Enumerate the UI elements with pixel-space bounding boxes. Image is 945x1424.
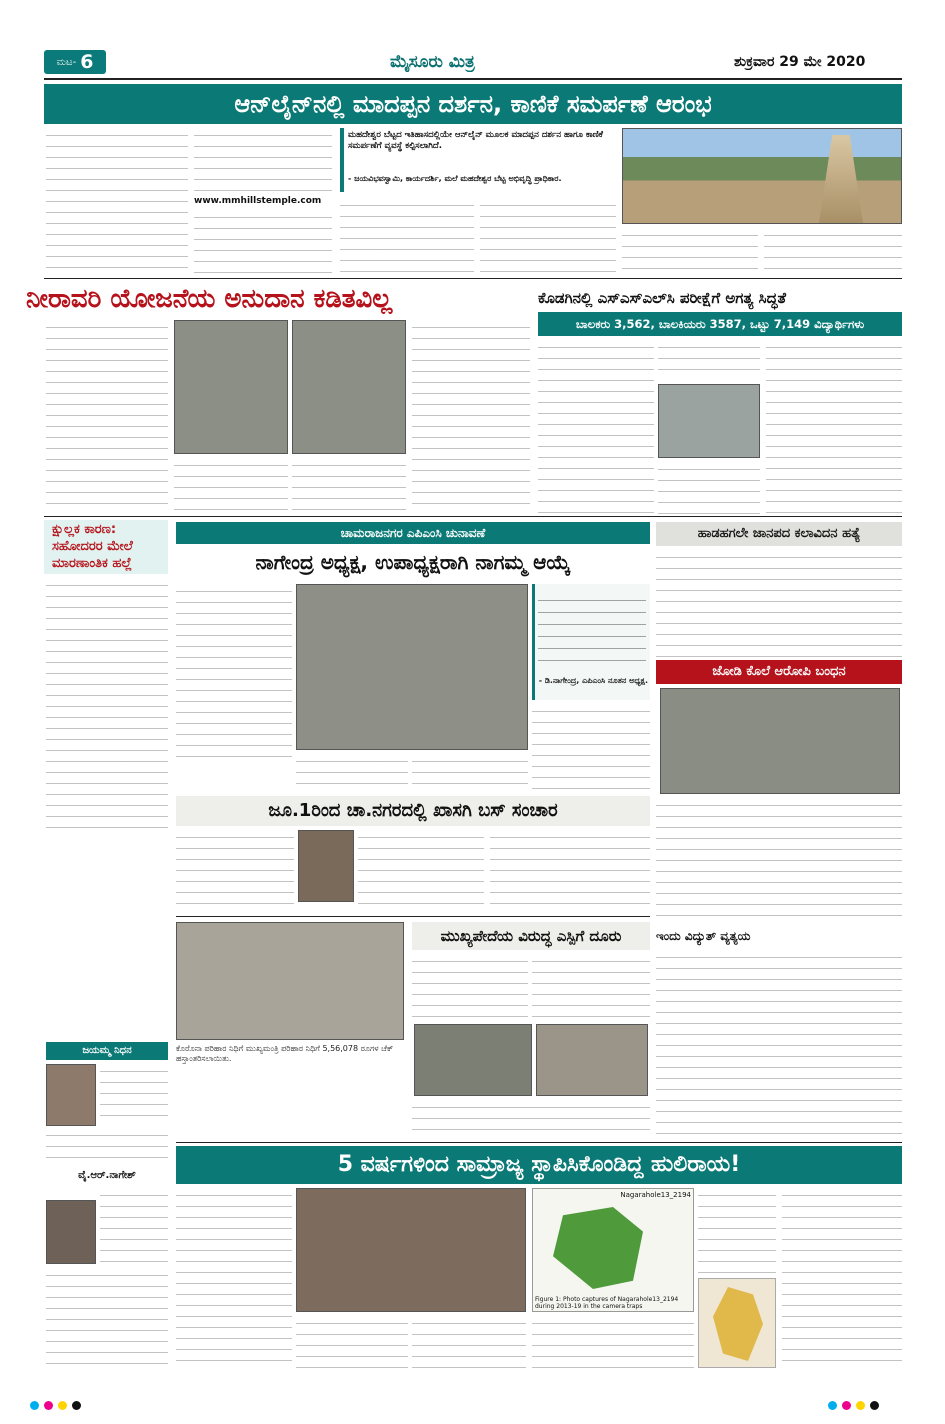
nagesh-body-b xyxy=(46,1268,168,1368)
tiger-body-col6 xyxy=(782,1188,902,1368)
cheque-caption: ಕೊರೊನಾ ಪರಿಹಾರ ನಿಧಿಗೆ ಮುಖ್ಯಮಂತ್ರಿ ಪರಿಹಾರ ನಿಧಿಗೆ 5,56,078 ರೂಗಳ ಚೆಕ್ ಹಸ್ತಾಂತರಿಸಲಾಯಿತು. xyxy=(176,1044,394,1063)
apmc-body-col3 xyxy=(412,754,528,792)
jodi-body xyxy=(656,798,902,922)
tiger-rule xyxy=(176,1142,902,1143)
tiger-body-col2 xyxy=(296,1316,408,1368)
apmc-quote-by: - ಡಿ.ನಾಗೇಂದ್ರ, ಎಪಿಎಂಸಿ ನೂತನ ಅಧ್ಯಕ್ಷ. xyxy=(538,676,648,685)
map-region-icon xyxy=(553,1207,653,1289)
tiger-body-col4 xyxy=(532,1316,694,1368)
hadagali-headline: ಹಾಡಹಗಲೇ ಜಾನಪದ ಕಲಾವಿದನ ಹತ್ಯೆ xyxy=(656,522,902,546)
nagesh-body xyxy=(100,1188,168,1268)
mukhyapedhe-headline: ಮುಖ್ಯಪೇದೆಯ ವಿರುದ್ಧ ಎಸ್ಪಿಗೆ ದೂರು xyxy=(412,922,650,950)
tiger-photo xyxy=(296,1188,526,1312)
apmc-headline: ನಾಗೇಂದ್ರ ಅಧ್ಯಕ್ಷ, ಉಪಾಧ್ಯಕ್ಷರಾಗಿ ನಾಗಮ್ಮ ಆಯ್ಕೆ xyxy=(255,550,571,574)
kulla-body xyxy=(46,578,168,828)
nagesh-kicker: ವೈ.ಆರ್.ನಾಗೇಶ್ xyxy=(78,1170,136,1181)
power-kicker: ಇಂದು ವಿದ್ಯುತ್ ವ್ಯತ್ಯಯ xyxy=(656,929,751,943)
lead-website: www.mmhillstemple.com xyxy=(194,196,322,206)
lead-headline: ಆನ್‌ಲೈನ್‌ನಲ್ಲಿ ಮಾದಪ್ಪನ ದರ್ಶನ, ಕಾಣಿಕೆ ಸಮರ್ಪಣೆ ಆರಂಭ xyxy=(44,84,902,124)
lead-body-col2b xyxy=(194,210,332,274)
lead-quote-box xyxy=(340,128,618,192)
sslc-body-col3 xyxy=(766,340,902,514)
bus-body-col3 xyxy=(490,830,650,912)
temple-tower-icon xyxy=(819,135,863,223)
mukhyapedhe-photo-1 xyxy=(414,1024,532,1096)
lead-quote-by: - ಜಯವಿಭವಸ್ವಾಮಿ, ಕಾರ್ಯದರ್ಶಿ, ಮಲೆ ಮಹದೇಶ್ವರ ಬೆಟ್ಟ ಅಭಿವೃದ್ಧಿ ಪ್ರಾಧಿಕಾರ. xyxy=(348,174,562,183)
mukhyapedhe-body-col2 xyxy=(532,954,650,1020)
neeravari-body-col4 xyxy=(412,320,530,514)
tiger-map xyxy=(532,1188,694,1312)
bus-headline: ಜೂ.1ರಿಂದ ಚಾ.ನಗರದಲ್ಲಿ ಖಾಸಗಿ ಬಸ್ ಸಂಚಾರ xyxy=(176,796,650,826)
tiger-body-col5 xyxy=(698,1188,776,1274)
jayamma-body xyxy=(100,1064,168,1126)
sslc-body-col2b xyxy=(658,462,760,514)
jayamma-photo xyxy=(46,1064,96,1126)
neeravari-headline: ನೀರಾವರಿ ಯೋಜನೆಯ ಅನುದಾನ ಕಡಿತವಿಲ್ಲ xyxy=(26,284,393,314)
neeravari-photo-2 xyxy=(292,320,406,454)
yellow-dot xyxy=(856,1401,865,1410)
lead-body-col6 xyxy=(764,228,902,274)
sslc-headline: ಕೊಡಗಿನಲ್ಲಿ ಎಸ್‌ಎಸ್‌ಎಲ್‌ಸಿ ಪರೀಕ್ಷೆಗೆ ಅಗತ್ಯ ಸಿದ್ಧತೆ xyxy=(538,289,787,307)
bus-body-col1 xyxy=(176,830,294,912)
lead-body-col5 xyxy=(622,228,758,274)
mukhyapedhe-photo-2 xyxy=(536,1024,648,1096)
nagesh-photo xyxy=(46,1200,96,1264)
mid-rule xyxy=(44,516,902,517)
neeravari-body-col1 xyxy=(46,320,168,514)
jodi-headline: ಜೋಡಿ ಕೊಲೆ ಆರೋಪಿ ಬಂಧನ xyxy=(656,660,902,684)
page-number: 6 xyxy=(80,51,94,73)
sslc-body-col2 xyxy=(658,340,760,380)
apmc-quote-text xyxy=(538,592,646,672)
jodi-photo xyxy=(660,688,900,794)
karnataka-region-icon xyxy=(713,1287,763,1361)
hadagali-body xyxy=(656,550,902,658)
bus-rule xyxy=(176,916,650,917)
neeravari-body-col3 xyxy=(292,458,406,514)
bus-body-col2 xyxy=(358,830,484,912)
masthead-rule xyxy=(44,78,902,80)
kulla-kicker: ಕ್ಷುಲ್ಲಕ ಕಾರಣ: xyxy=(52,522,117,537)
karnataka-map xyxy=(698,1278,776,1368)
tiger-headline: 5 ವರ್ಷಗಳಿಂದ ಸಾಮ್ರಾಜ್ಯ ಸ್ಥಾಪಿಸಿಕೊಂಡಿದ್ದ ಹುಲಿರಾಯ! xyxy=(176,1146,902,1184)
neeravari-body-col2 xyxy=(174,458,288,514)
black-dot xyxy=(870,1401,879,1410)
lead-body-col2 xyxy=(194,128,332,192)
neeravari-photo-1 xyxy=(174,320,288,454)
masthead-name: ಮೈಸೂರು ಮಿತ್ರ xyxy=(390,52,475,72)
magenta-dot xyxy=(44,1401,53,1410)
tiger-body-col1 xyxy=(176,1188,292,1368)
sslc-stats: ಬಾಲಕರು 3,562, ಬಾಲಕಿಯರು 3587, ಒಟ್ಟು 7,149 ವಿದ್ಯಾರ್ಥಿಗಳು xyxy=(538,312,902,336)
mukhyapedhe-body-col1 xyxy=(412,954,528,1020)
power-body xyxy=(656,950,902,1138)
lead-quote: ಮಹದೇಶ್ವರ ಬೆಟ್ಟದ ಇತಿಹಾಸದಲ್ಲಿಯೇ ಆನ್‌ಲೈನ್ ಮೂಲಕ ಮಾದಪ್ಪನ ದರ್ಶನ ಹಾಗೂ ಕಾಣಿಕೆ ಸಮರ್ಪಣೆಗೆ ವ್ಯವಸ್ಥೆ ಕಲ್ಪಿಸಲಾಗಿದೆ. xyxy=(348,130,603,151)
bus-portrait-photo xyxy=(298,830,354,902)
jayamma-body-b xyxy=(46,1128,168,1166)
apmc-body-col4 xyxy=(532,704,650,792)
page-number-badge xyxy=(44,50,106,74)
lead-rule xyxy=(44,278,902,279)
jayamma-kicker: ಜಯಮ್ಮ ನಿಧನ xyxy=(46,1042,168,1060)
lead-body-col1 xyxy=(46,128,188,274)
temple-photo xyxy=(622,128,902,224)
map-caption: Figure 1: Photo captures of Nagarahole13_2194 during 2013-19 in the camera traps xyxy=(535,1296,679,1310)
yellow-dot xyxy=(58,1401,67,1410)
lead-body-col3 xyxy=(340,198,474,274)
apmc-kicker: ಚಾಮರಾಜನಗರ ಎಪಿಎಂಸಿ ಚುನಾವಣೆ xyxy=(176,522,650,544)
lead-body-col4 xyxy=(480,198,616,274)
map-title: Nagarahole13_2194 xyxy=(620,1191,691,1199)
tiger-body-col3 xyxy=(412,1316,526,1368)
apmc-photo xyxy=(296,584,528,750)
magenta-dot xyxy=(842,1401,851,1410)
masthead-date: ಶುಕ್ರವಾರ 29 ಮೇ 2020 xyxy=(734,54,866,70)
mukhyapedhe-body-col3 xyxy=(412,1100,650,1138)
kulla-headline: ಸಹೋದರರ ಮೇಲೆ ಮಾರಣಾಂತಿಕ ಹಲ್ಲೆ xyxy=(52,539,133,571)
sslc-exam-photo xyxy=(658,384,760,458)
cheque-photo xyxy=(176,922,404,1040)
apmc-body-col2 xyxy=(296,754,408,792)
cyan-dot xyxy=(828,1401,837,1410)
sslc-body-col1 xyxy=(538,340,654,514)
apmc-body-col1 xyxy=(176,584,292,758)
cyan-dot xyxy=(30,1401,39,1410)
page-label: ಮಟ- xyxy=(56,56,77,68)
black-dot xyxy=(72,1401,81,1410)
